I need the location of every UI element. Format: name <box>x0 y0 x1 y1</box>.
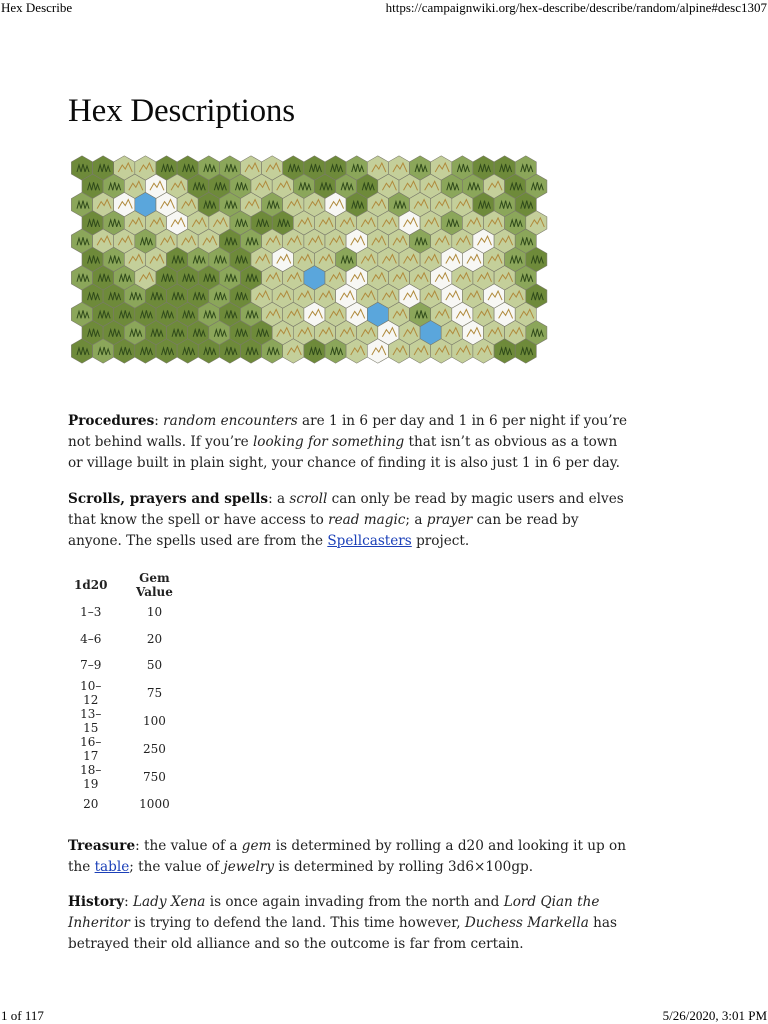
treasure-paragraph <box>68 836 628 878</box>
history-em: Lord Qian the Inheritor <box>68 894 600 932</box>
print-header-url: https://campaignwiki.org/hex-describe/describe/random/alpine#desc1307 <box>385 0 767 15</box>
scrolls-text: can only be read by magic users and elves that know the spell or have access to <box>68 491 624 528</box>
history-text: has betrayed their old alliance and so the outcome is far from certain. <box>68 915 618 953</box>
page-title: Hex Descriptions <box>68 93 295 129</box>
gem-value-table <box>68 571 195 817</box>
scrolls-text: : a <box>268 491 290 507</box>
history-text: : <box>124 894 133 911</box>
roll-cell: 1–3 <box>80 605 102 620</box>
history-em: Duchess Markella <box>464 915 589 932</box>
table-row <box>68 626 195 653</box>
roll-cell: 7–9 <box>80 658 102 673</box>
history-text: is trying to defend the land. This time however, <box>129 915 465 932</box>
roll-cell: 16–17 <box>80 734 102 763</box>
scrolls-em: prayer <box>426 512 473 528</box>
roll-cell: 10–12 <box>80 678 102 707</box>
treasure-em: gem <box>241 838 272 855</box>
print-footer-datetime: 5/26/2020, 3:01 PM <box>662 1008 767 1023</box>
value-cell: 20 <box>146 631 163 646</box>
roll-cell: 4–6 <box>80 631 102 646</box>
value-cell: 100 <box>143 713 166 728</box>
roll-cell: 20 <box>83 797 99 812</box>
history-label: History <box>68 894 125 911</box>
value-cell: 750 <box>143 769 166 784</box>
treasure-em: jewelry <box>223 859 275 876</box>
scrolls-text: project. <box>411 533 470 549</box>
roll-cell: 18–19 <box>80 762 102 791</box>
roll-cell: 13–15 <box>80 706 102 735</box>
print-header-title: Hex Describe <box>1 0 73 15</box>
hex-map-svg[interactable] <box>68 154 624 386</box>
procedures-em: looking for something <box>252 434 405 450</box>
scrolls-em: scroll <box>289 491 328 507</box>
history-em: Lady Xena <box>132 894 206 911</box>
value-cell: 75 <box>146 685 163 700</box>
gem-table-header: 1d20 <box>74 578 108 592</box>
print-footer <box>0 1008 768 1024</box>
scrolls-paragraph <box>68 489 628 552</box>
gem-table-header-row <box>68 571 195 599</box>
table-row <box>68 791 195 818</box>
treasure-text: ; the value of <box>129 859 224 876</box>
table-row <box>68 763 195 791</box>
scrolls-label: Scrolls, prayers and spells <box>68 491 269 507</box>
treasure-label: Treasure <box>68 838 136 855</box>
table-row <box>68 652 195 679</box>
scrolls-em: read magic <box>328 512 406 528</box>
table-link[interactable]: table <box>94 859 130 876</box>
main-content <box>68 88 628 955</box>
procedures-text: : <box>154 413 164 429</box>
treasure-text: is determined by rolling a d20 and looking it up on the <box>68 838 626 876</box>
history-paragraph <box>68 892 628 955</box>
scrolls-text: ; a <box>405 512 427 528</box>
table-row <box>68 679 195 707</box>
value-cell: 1000 <box>139 797 170 812</box>
treasure-text: : the value of a <box>135 838 242 855</box>
value-cell: 250 <box>143 741 166 756</box>
value-cell: 10 <box>146 605 163 620</box>
value-cell: 50 <box>146 658 163 673</box>
gem-table-header: Gem Value <box>136 571 173 599</box>
procedures-label: Procedures <box>68 413 155 429</box>
table-row <box>68 707 195 735</box>
print-footer-page: 1 of 117 <box>1 1008 44 1023</box>
spellcasters-link[interactable]: Spellcasters <box>327 533 412 549</box>
history-text: is once again invading from the north and <box>205 894 504 911</box>
scrolls-text: can be read by anyone. The spells used are from the <box>68 512 579 549</box>
procedures-text: are 1 in 6 per day and 1 in 6 per night if you’re not behind walls. If you’re <box>68 413 628 450</box>
hex-map[interactable] <box>68 154 624 386</box>
procedures-text: that isn’t as obvious as a town or village built in plain sight, your chance of finding it is also just 1 in 6 per day. <box>68 434 620 471</box>
print-header <box>0 0 768 16</box>
procedures-em: random encounters <box>163 413 298 429</box>
table-row <box>68 735 195 763</box>
table-row <box>68 599 195 626</box>
procedures-paragraph <box>68 411 628 474</box>
treasure-text: is determined by rolling 3d6×100gp. <box>274 859 534 876</box>
